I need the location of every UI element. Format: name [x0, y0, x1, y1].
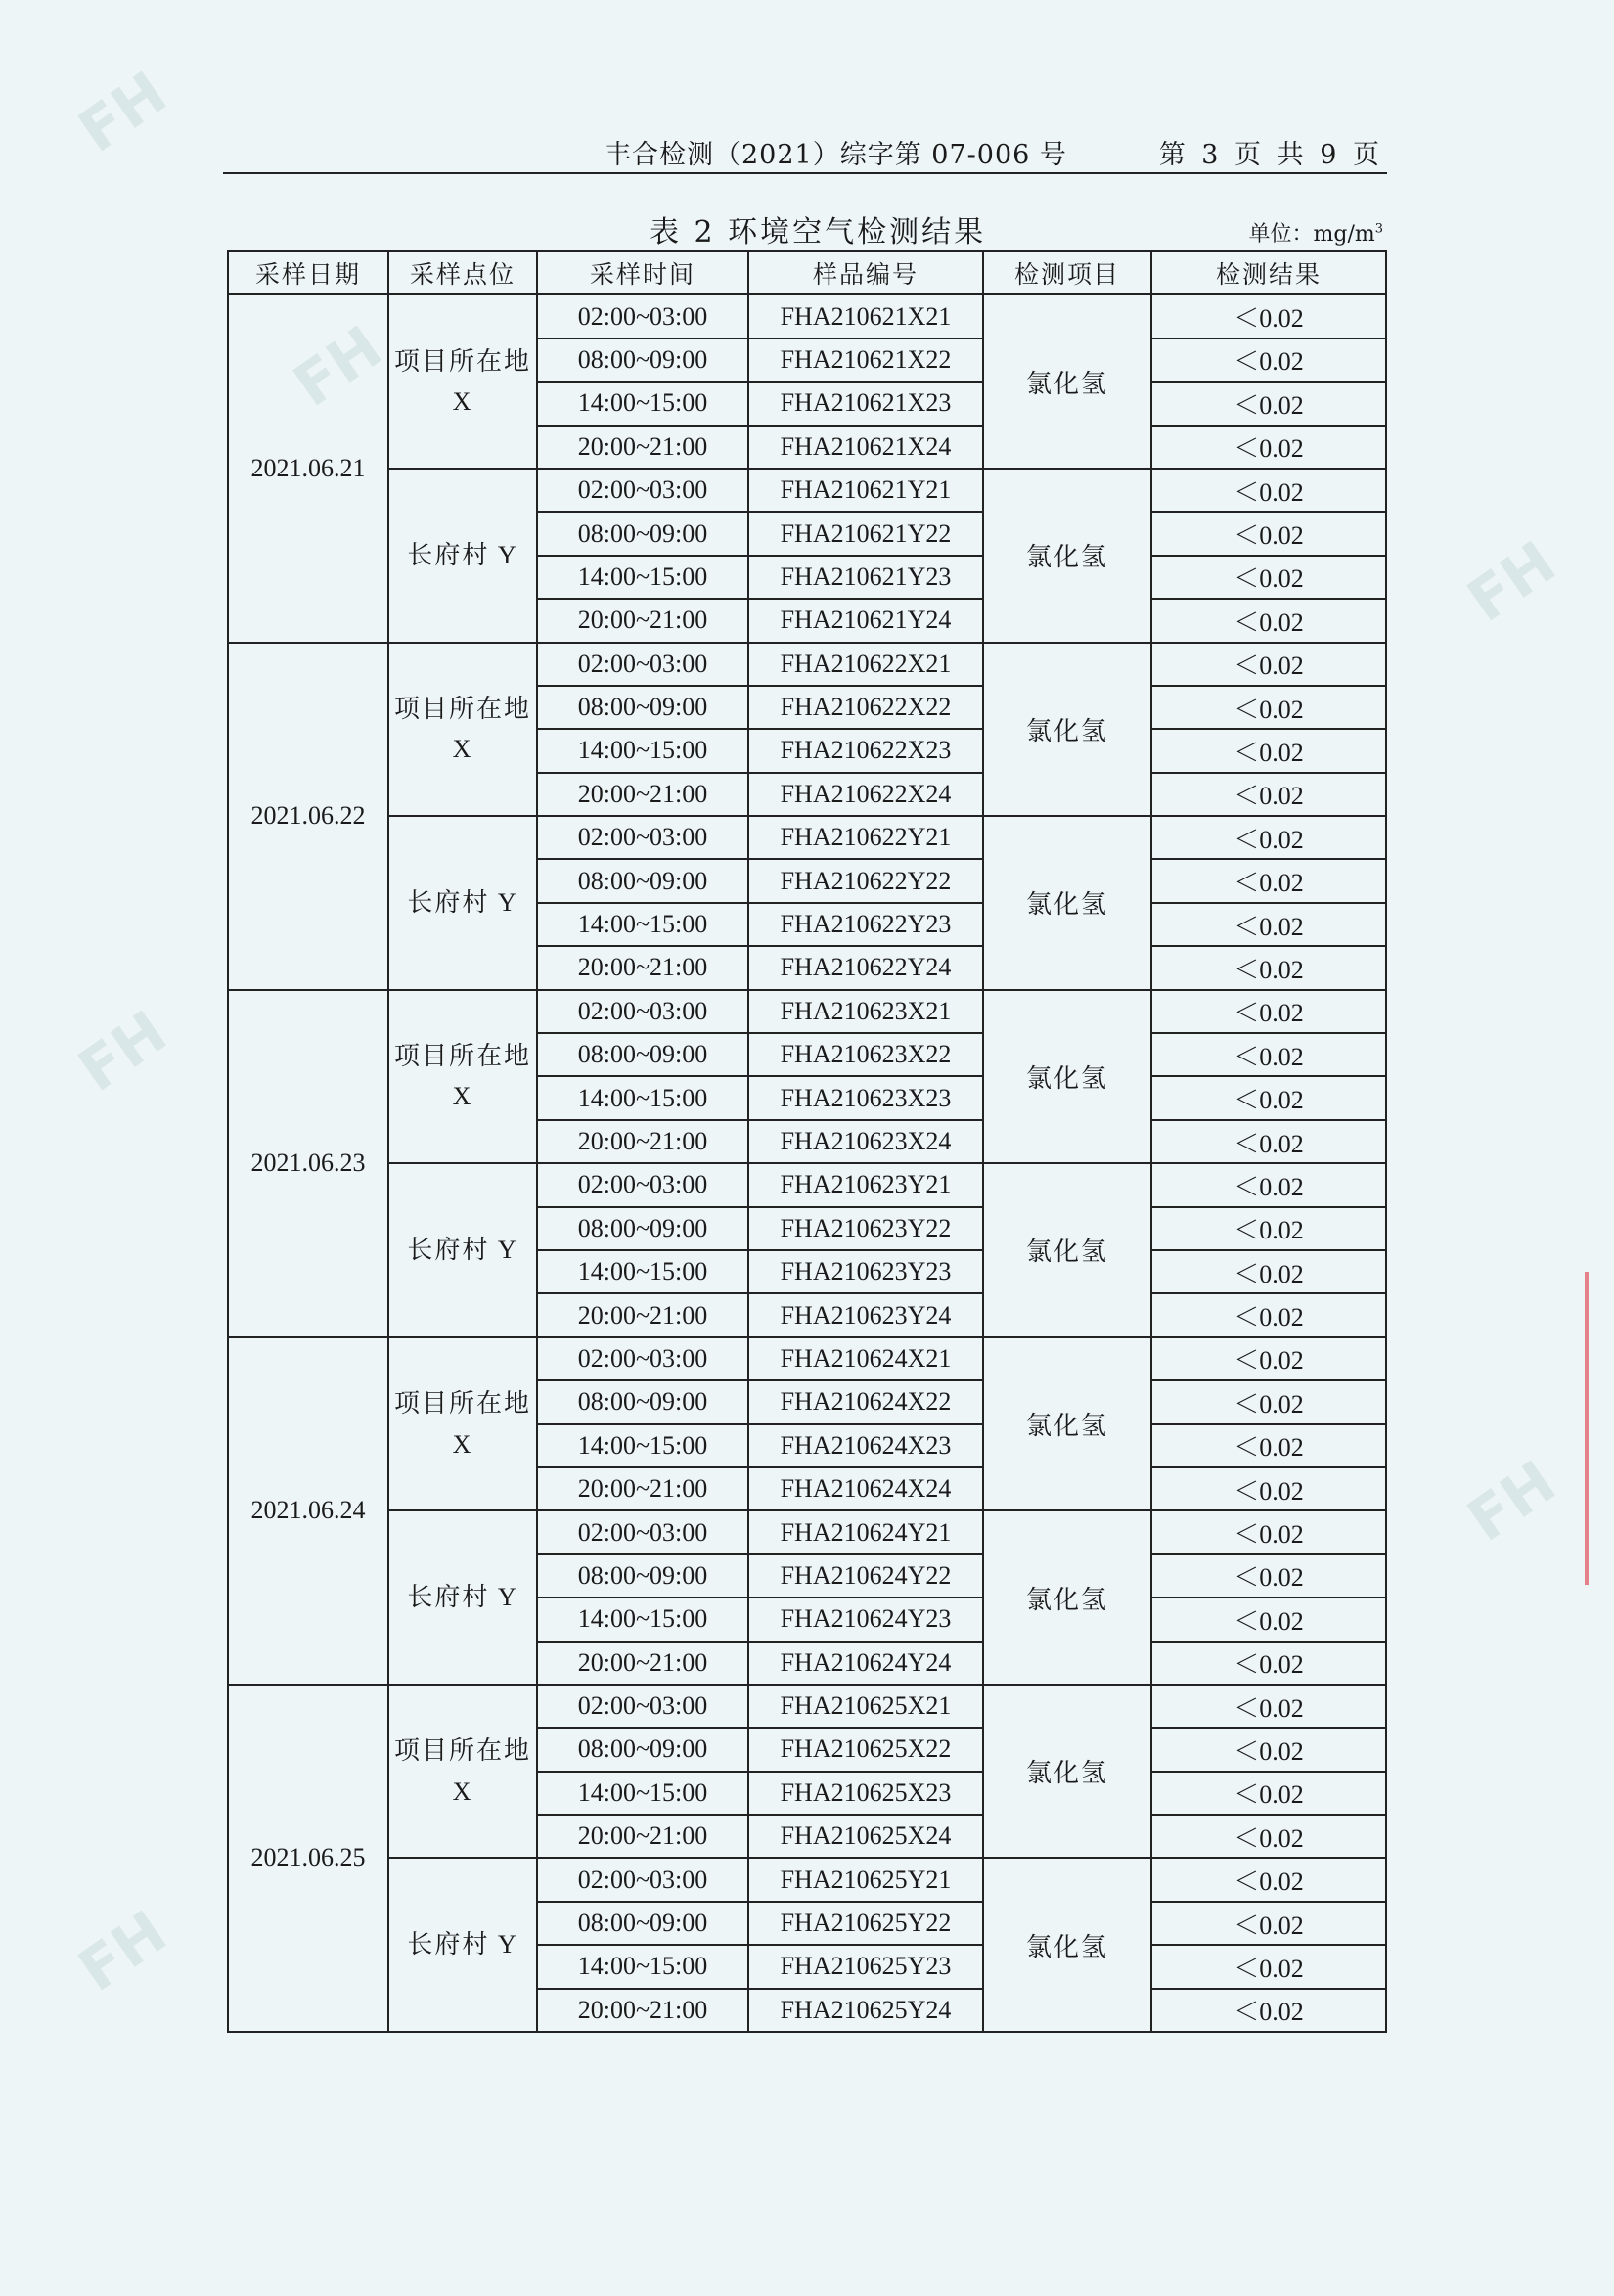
cell-sample-id: FHA210623X24	[748, 1120, 983, 1163]
cell-time: 14:00~15:00	[537, 1076, 748, 1119]
cell-sample-id: FHA210622Y24	[748, 946, 983, 989]
cell-site: 长府村 Y	[388, 816, 537, 990]
cell-result: ＜0.02	[1151, 294, 1386, 338]
cell-result: ＜0.02	[1151, 729, 1386, 772]
cell-time: 20:00~21:00	[537, 1293, 748, 1336]
cell-result: ＜0.02	[1151, 512, 1386, 555]
cell-result: ＜0.02	[1151, 1163, 1386, 1206]
cell-sample-id: FHA210621Y22	[748, 512, 983, 555]
cell-sample-id: FHA210625Y21	[748, 1858, 983, 1901]
cell-site: 项目所在地 X	[388, 1685, 537, 1859]
table-row	[228, 1163, 1386, 1206]
table-row	[228, 1510, 1386, 1553]
cell-item: 氯化氢	[983, 1510, 1151, 1685]
cell-sample-id: FHA210625X24	[748, 1815, 983, 1858]
unit-superscript: 3	[1374, 221, 1383, 237]
cell-result: ＜0.02	[1151, 903, 1386, 946]
cell-sample-id: FHA210624X22	[748, 1380, 983, 1423]
cell-result: ＜0.02	[1151, 556, 1386, 599]
cell-result: ＜0.02	[1151, 643, 1386, 686]
cell-result: ＜0.02	[1151, 1337, 1386, 1380]
cell-time: 20:00~21:00	[537, 599, 748, 642]
col-header-date: 采样日期	[228, 251, 388, 294]
col-header-sample-id: 样品编号	[748, 251, 983, 294]
cell-item: 氯化氢	[983, 1337, 1151, 1511]
cell-item: 氯化氢	[983, 469, 1151, 643]
cell-date: 2021.06.24	[228, 1337, 388, 1685]
cell-result: ＜0.02	[1151, 1685, 1386, 1728]
cell-sample-id: FHA210624Y22	[748, 1554, 983, 1598]
cell-sample-id: FHA210625X21	[748, 1685, 983, 1728]
cell-sample-id: FHA210624Y23	[748, 1598, 983, 1641]
cell-time: 14:00~15:00	[537, 1945, 748, 1988]
table-row	[228, 643, 1386, 686]
cell-time: 02:00~03:00	[537, 469, 748, 512]
table-row	[228, 1685, 1386, 1728]
cell-site: 长府村 Y	[388, 469, 537, 643]
cell-time: 14:00~15:00	[537, 382, 748, 425]
cell-time: 02:00~03:00	[537, 1337, 748, 1380]
cell-result: ＜0.02	[1151, 1293, 1386, 1336]
cell-result: ＜0.02	[1151, 1033, 1386, 1076]
cell-sample-id: FHA210624Y24	[748, 1642, 983, 1685]
cell-time: 02:00~03:00	[537, 643, 748, 686]
cell-site: 项目所在地 X	[388, 1337, 537, 1511]
cell-result: ＜0.02	[1151, 773, 1386, 816]
cell-sample-id: FHA210622X22	[748, 686, 983, 729]
cell-time: 02:00~03:00	[537, 816, 748, 859]
cell-site: 项目所在地 X	[388, 294, 537, 469]
watermark-6: FH	[67, 1898, 180, 2005]
table-row	[228, 294, 1386, 338]
seal-stamp-edge	[1585, 1272, 1614, 1585]
cell-result: ＜0.02	[1151, 990, 1386, 1033]
cell-item: 氯化氢	[983, 643, 1151, 817]
cell-result: ＜0.02	[1151, 859, 1386, 902]
cell-date: 2021.06.22	[228, 643, 388, 990]
cell-result: ＜0.02	[1151, 1815, 1386, 1858]
cell-result: ＜0.02	[1151, 1902, 1386, 1945]
cell-time: 08:00~09:00	[537, 1207, 748, 1250]
cell-result: ＜0.02	[1151, 599, 1386, 642]
cell-item: 氯化氢	[983, 294, 1151, 469]
cell-sample-id: FHA210623Y22	[748, 1207, 983, 1250]
table-body	[228, 294, 1386, 2032]
table-title: 表 2 环境空气检测结果	[650, 215, 987, 249]
watermark-3: FH	[1456, 528, 1569, 636]
cell-time: 14:00~15:00	[537, 1250, 748, 1293]
table-row	[228, 816, 1386, 859]
cell-item: 氯化氢	[983, 990, 1151, 1164]
cell-sample-id: FHA210623X22	[748, 1033, 983, 1076]
cell-time: 08:00~09:00	[537, 1554, 748, 1598]
cell-time: 02:00~03:00	[537, 294, 748, 338]
cell-time: 14:00~15:00	[537, 1424, 748, 1467]
cell-time: 08:00~09:00	[537, 1380, 748, 1423]
col-header-item: 检测项目	[983, 251, 1151, 294]
cell-time: 20:00~21:00	[537, 426, 748, 469]
cell-item: 氯化氢	[983, 1163, 1151, 1337]
cell-site: 项目所在地 X	[388, 643, 537, 817]
cell-time: 02:00~03:00	[537, 1685, 748, 1728]
cell-sample-id: FHA210623Y21	[748, 1163, 983, 1206]
col-header-result: 检测结果	[1151, 251, 1386, 294]
cell-time: 14:00~15:00	[537, 556, 748, 599]
cell-sample-id: FHA210622X23	[748, 729, 983, 772]
cell-result: ＜0.02	[1151, 426, 1386, 469]
cell-sample-id: FHA210624Y21	[748, 1510, 983, 1553]
cell-result: ＜0.02	[1151, 1642, 1386, 1685]
cell-result: ＜0.02	[1151, 1728, 1386, 1771]
cell-sample-id: FHA210623X23	[748, 1076, 983, 1119]
cell-result: ＜0.02	[1151, 686, 1386, 729]
cell-result: ＜0.02	[1151, 1076, 1386, 1119]
cell-site: 项目所在地 X	[388, 990, 537, 1164]
cell-result: ＜0.02	[1151, 1424, 1386, 1467]
cell-result: ＜0.02	[1151, 1598, 1386, 1641]
table-row	[228, 1337, 1386, 1380]
table-row	[228, 990, 1386, 1033]
results-table	[227, 250, 1387, 2033]
cell-result: ＜0.02	[1151, 1858, 1386, 1901]
cell-sample-id: FHA210625X23	[748, 1772, 983, 1815]
cell-time: 20:00~21:00	[537, 1120, 748, 1163]
cell-time: 14:00~15:00	[537, 1598, 748, 1641]
cell-sample-id: FHA210622Y22	[748, 859, 983, 902]
cell-sample-id: FHA210621X24	[748, 426, 983, 469]
cell-result: ＜0.02	[1151, 1989, 1386, 2032]
cell-time: 08:00~09:00	[537, 338, 748, 382]
table-row	[228, 469, 1386, 512]
cell-time: 08:00~09:00	[537, 859, 748, 902]
cell-time: 08:00~09:00	[537, 512, 748, 555]
cell-date: 2021.06.21	[228, 294, 388, 642]
cell-time: 08:00~09:00	[537, 1728, 748, 1771]
cell-result: ＜0.02	[1151, 382, 1386, 425]
cell-item: 氯化氢	[983, 1858, 1151, 2032]
cell-time: 02:00~03:00	[537, 1510, 748, 1553]
cell-result: ＜0.02	[1151, 1250, 1386, 1293]
cell-sample-id: FHA210621X22	[748, 338, 983, 382]
cell-sample-id: FHA210623X21	[748, 990, 983, 1033]
cell-time: 14:00~15:00	[537, 729, 748, 772]
cell-result: ＜0.02	[1151, 1207, 1386, 1250]
cell-result: ＜0.02	[1151, 1510, 1386, 1553]
watermark-2: FH	[282, 313, 395, 421]
cell-sample-id: FHA210621Y21	[748, 469, 983, 512]
cell-time: 20:00~21:00	[537, 773, 748, 816]
cell-item: 氯化氢	[983, 816, 1151, 990]
cell-time: 14:00~15:00	[537, 1772, 748, 1815]
cell-time: 20:00~21:00	[537, 1642, 748, 1685]
cell-result: ＜0.02	[1151, 946, 1386, 989]
cell-time: 08:00~09:00	[537, 1902, 748, 1945]
cell-result: ＜0.02	[1151, 1772, 1386, 1815]
unit-label	[1249, 217, 1384, 248]
cell-sample-id: FHA210621Y23	[748, 556, 983, 599]
col-header-time: 采样时间	[537, 251, 748, 294]
watermark-1: FH	[67, 59, 180, 166]
cell-sample-id: FHA210625Y22	[748, 1902, 983, 1945]
cell-result: ＜0.02	[1151, 1945, 1386, 1988]
cell-sample-id: FHA210625Y24	[748, 1989, 983, 2032]
cell-result: ＜0.02	[1151, 338, 1386, 382]
watermark-5: FH	[1456, 1448, 1569, 1555]
watermark-4: FH	[67, 998, 180, 1105]
cell-date: 2021.06.25	[228, 1685, 388, 2032]
cell-item: 氯化氢	[983, 1685, 1151, 1859]
table-header-row	[228, 251, 1386, 294]
cell-sample-id: FHA210621X23	[748, 382, 983, 425]
cell-time: 08:00~09:00	[537, 1033, 748, 1076]
unit-text: 单位：mg/m	[1248, 222, 1375, 247]
cell-sample-id: FHA210623Y23	[748, 1250, 983, 1293]
cell-time: 20:00~21:00	[537, 1815, 748, 1858]
cell-sample-id: FHA210622Y23	[748, 903, 983, 946]
cell-sample-id: FHA210623Y24	[748, 1293, 983, 1336]
cell-result: ＜0.02	[1151, 1554, 1386, 1598]
cell-time: 02:00~03:00	[537, 990, 748, 1033]
cell-sample-id: FHA210624X21	[748, 1337, 983, 1380]
cell-site: 长府村 Y	[388, 1858, 537, 2032]
cell-result: ＜0.02	[1151, 1120, 1386, 1163]
cell-time: 02:00~03:00	[537, 1163, 748, 1206]
cell-time: 20:00~21:00	[537, 946, 748, 989]
cell-site: 长府村 Y	[388, 1510, 537, 1685]
cell-sample-id: FHA210625X22	[748, 1728, 983, 1771]
table-row	[228, 1858, 1386, 1901]
report-number: 丰合检测（2021）综字第 07-006 号	[605, 140, 1067, 170]
cell-sample-id: FHA210622X24	[748, 773, 983, 816]
cell-result: ＜0.02	[1151, 816, 1386, 859]
cell-sample-id: FHA210621X21	[748, 294, 983, 338]
col-header-site: 采样点位	[388, 251, 537, 294]
cell-result: ＜0.02	[1151, 469, 1386, 512]
cell-site: 长府村 Y	[388, 1163, 537, 1337]
cell-time: 14:00~15:00	[537, 903, 748, 946]
page-header	[223, 125, 1387, 174]
cell-sample-id: FHA210622X21	[748, 643, 983, 686]
cell-time: 20:00~21:00	[537, 1467, 748, 1510]
cell-result: ＜0.02	[1151, 1380, 1386, 1423]
cell-sample-id: FHA210622Y21	[748, 816, 983, 859]
page-indicator: 第 3 页 共 9 页	[1158, 140, 1383, 170]
cell-sample-id: FHA210624X24	[748, 1467, 983, 1510]
cell-time: 08:00~09:00	[537, 686, 748, 729]
cell-result: ＜0.02	[1151, 1467, 1386, 1510]
cell-date: 2021.06.23	[228, 990, 388, 1337]
cell-time: 02:00~03:00	[537, 1858, 748, 1901]
cell-sample-id: FHA210624X23	[748, 1424, 983, 1467]
cell-time: 20:00~21:00	[537, 1989, 748, 2032]
cell-sample-id: FHA210621Y24	[748, 599, 983, 642]
cell-sample-id: FHA210625Y23	[748, 1945, 983, 1988]
